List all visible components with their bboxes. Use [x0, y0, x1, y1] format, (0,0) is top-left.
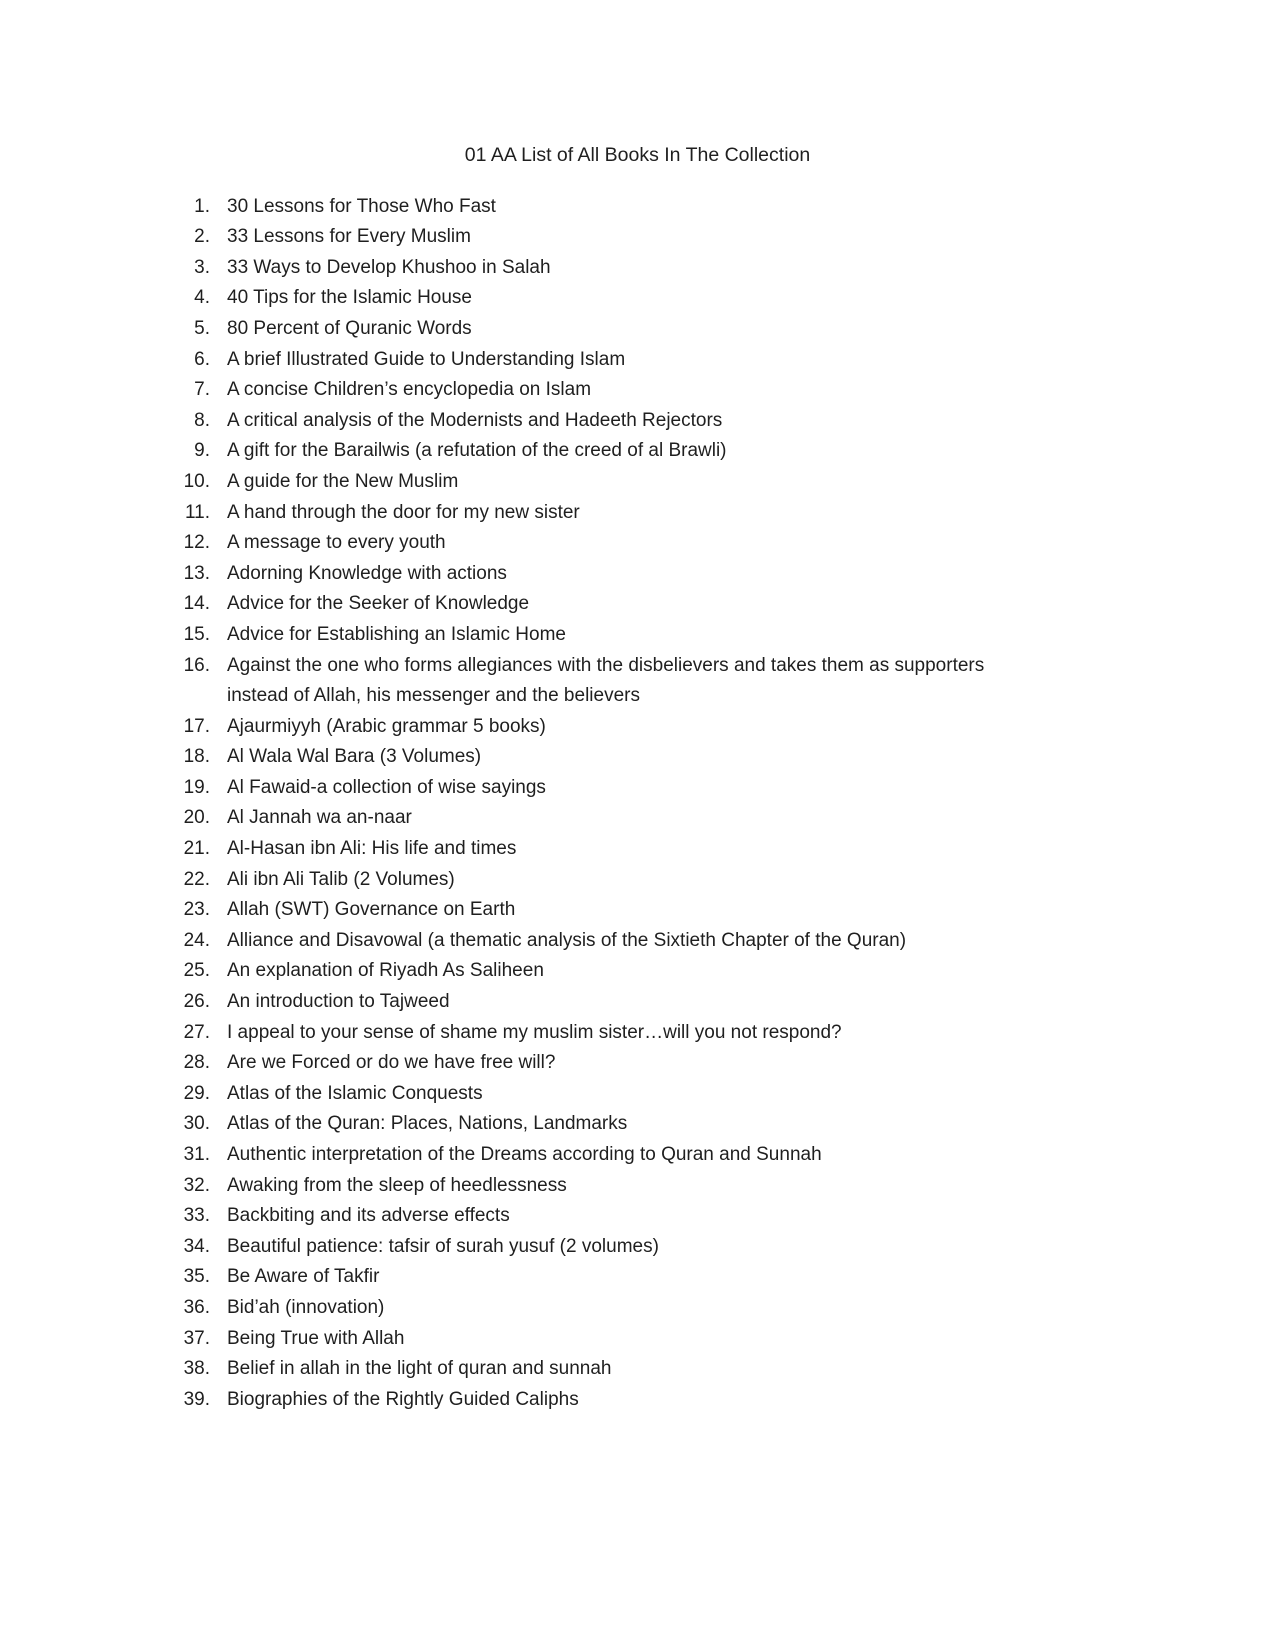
item-text: An explanation of Riyadh As Saliheen: [227, 960, 544, 982]
list-item: [150, 1018, 1275, 1049]
item-text: Beautiful patience: tafsir of surah yusuf (2 volumes): [227, 1235, 659, 1257]
item-number: 33.: [183, 1205, 210, 1227]
list-item: [150, 895, 1275, 926]
list-item: [150, 559, 1275, 590]
item-text: A message to every youth: [227, 532, 446, 554]
item-number: 1.: [194, 195, 210, 217]
list-item: [150, 712, 1275, 743]
item-text: Be Aware of Takfir: [227, 1266, 380, 1288]
list-item: [150, 192, 1275, 223]
list-item: [150, 436, 1275, 467]
list-item: [150, 498, 1275, 529]
item-number: 28.: [183, 1052, 210, 1074]
item-number: 8.: [194, 409, 210, 431]
item-text: Authentic interpretation of the Dreams according to Quran and Sunnah: [227, 1144, 822, 1165]
list-item: [150, 1385, 1275, 1416]
list-item: [150, 1232, 1275, 1263]
item-number: 35.: [183, 1266, 210, 1288]
item-number: 25.: [183, 960, 210, 982]
item-number: 32.: [183, 1174, 210, 1196]
list-item: [150, 406, 1275, 437]
item-text: Belief in allah in the light of quran and sunnah: [227, 1358, 612, 1380]
item-text: A gift for the Barailwis (a refutation of the creed of al Brawli): [227, 440, 727, 462]
item-text: I appeal to your sense of shame my muslim sister…will you not respond?: [227, 1021, 842, 1043]
item-number: 36.: [183, 1296, 210, 1318]
item-number: 17.: [183, 715, 210, 737]
item-number: 21.: [183, 838, 210, 860]
list-item: [150, 283, 1275, 314]
item-text: Al Jannah wa an-naar: [227, 807, 412, 829]
item-text: A brief Illustrated Guide to Understanding Islam: [227, 348, 626, 370]
item-text: Are we Forced or do we have free will?: [227, 1052, 556, 1074]
list-item: [150, 956, 1275, 987]
item-text: A concise Children’s encyclopedia on Islam: [227, 379, 592, 401]
item-number: 39.: [183, 1388, 210, 1410]
list-item: [150, 467, 1275, 498]
item-text: Al Wala Wal Bara (3 Volumes): [227, 746, 482, 768]
item-number: 7.: [194, 379, 210, 401]
list-item: [150, 222, 1275, 253]
item-number: 12.: [183, 532, 210, 554]
item-text: 33 Lessons for Every Muslim: [227, 226, 471, 248]
item-number: 10.: [183, 470, 210, 492]
item-number: 14.: [183, 593, 210, 615]
item-text: 33 Ways to Develop Khushoo in Salah: [227, 256, 551, 278]
page-title: 01 AA List of All Books In The Collection: [464, 144, 811, 166]
item-number: 11.: [184, 501, 210, 523]
item-number: 9.: [194, 440, 210, 462]
item-text: Al-Hasan ibn Ali: His life and times: [227, 838, 517, 860]
item-text: Biographies of the Rightly Guided Caliphs: [227, 1388, 579, 1410]
item-text: 40 Tips for the Islamic House: [227, 287, 472, 309]
list-item: [150, 1109, 1275, 1140]
item-number: 4.: [194, 287, 210, 309]
item-number: 2.: [194, 226, 210, 248]
list-item: [150, 803, 1275, 834]
list-item: [150, 1140, 1275, 1171]
item-number: 27.: [183, 1021, 210, 1043]
item-number: 5.: [194, 317, 210, 339]
list-item: [150, 528, 1275, 559]
item-number: 24.: [183, 929, 210, 951]
item-number: 16.: [183, 654, 210, 676]
item-text: Alliance and Disavowal (a thematic analysis of the Sixtieth Chapter of the Quran): [227, 929, 907, 951]
list-item: [150, 987, 1275, 1018]
item-text: Adorning Knowledge with actions: [227, 562, 507, 584]
item-text: A critical analysis of the Modernists and Hadeeth Rejectors: [227, 409, 723, 431]
list-item: [150, 1262, 1275, 1293]
item-number: 18.: [183, 746, 210, 768]
item-number: 26.: [183, 991, 210, 1013]
list-item: [150, 1079, 1275, 1110]
list-item: [150, 314, 1275, 345]
list-item: [150, 1354, 1275, 1385]
item-number: 37.: [183, 1327, 210, 1349]
book-list: [0, 192, 1275, 1416]
item-text: Ali ibn Ali Talib (2 Volumes): [227, 868, 455, 890]
list-item: [150, 773, 1275, 804]
item-number: 29.: [183, 1082, 210, 1104]
list-item: [150, 1201, 1275, 1232]
item-text: Being True with Allah: [227, 1327, 405, 1349]
item-number: 6.: [194, 348, 210, 370]
item-number: 34.: [183, 1235, 210, 1257]
item-number: 15.: [183, 623, 210, 645]
item-text: Awaking from the sleep of heedlessness: [227, 1174, 567, 1196]
item-number: 13.: [183, 562, 210, 584]
list-item: [150, 253, 1275, 284]
list-item: [150, 742, 1275, 773]
item-number: 30.: [183, 1113, 210, 1135]
item-text: A hand through the door for my new sister: [227, 501, 580, 523]
item-text: A guide for the New Muslim: [227, 470, 459, 492]
item-text: Advice for Establishing an Islamic Home: [227, 623, 566, 645]
list-item: [150, 926, 1275, 957]
item-number: 3.: [194, 256, 210, 278]
item-text: Bid’ah (innovation): [227, 1296, 385, 1318]
item-text: Ajaurmiyyh (Arabic grammar 5 books): [227, 715, 546, 737]
list-item: [150, 589, 1275, 620]
item-text: Allah (SWT) Governance on Earth: [227, 899, 516, 921]
list-item: [150, 865, 1275, 896]
list-item: [150, 375, 1275, 406]
list-item: [150, 1324, 1275, 1355]
list-item: [150, 651, 1275, 712]
item-text: 80 Percent of Quranic Words: [227, 317, 472, 339]
list-item: [150, 1171, 1275, 1202]
item-text: Atlas of the Quran: Places, Nations, Landmarks: [227, 1113, 628, 1135]
list-item: [150, 834, 1275, 865]
item-number: 31.: [183, 1144, 210, 1165]
item-number: 20.: [183, 807, 210, 829]
item-number: 19.: [183, 776, 210, 798]
list-item: [150, 1048, 1275, 1079]
item-text: 30 Lessons for Those Who Fast: [227, 195, 496, 217]
item-text: Al Fawaid-a collection of wise sayings: [227, 776, 546, 798]
list-item: [150, 345, 1275, 376]
item-text: Atlas of the Islamic Conquests: [227, 1082, 483, 1104]
item-text: Advice for the Seeker of Knowledge: [227, 593, 530, 615]
item-number: 23.: [183, 899, 210, 921]
list-item: [150, 1293, 1275, 1324]
item-number: 22.: [183, 868, 210, 890]
item-text: Backbiting and its adverse effects: [227, 1205, 510, 1227]
item-number: 38.: [183, 1358, 210, 1380]
item-text: Against the one who forms allegiances with the disbelievers and takes them as supporters instead of Allah, his messenger and the believers: [227, 654, 985, 707]
list-item: [150, 620, 1275, 651]
item-text: An introduction to Tajweed: [227, 991, 450, 1013]
